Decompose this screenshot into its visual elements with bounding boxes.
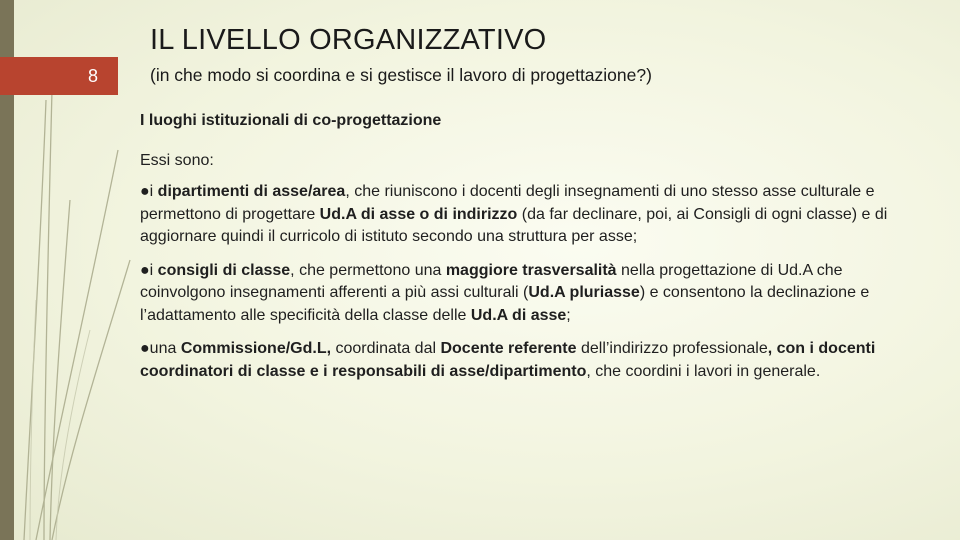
body-text: (da far declinare, poi, ai Consigli di ogni classe) e di aggiornare quindi il curricolo di istituto secondo una struttura per asse;	[140, 205, 888, 245]
body-text: ) e consentono la declinazione e l’adattamento alle specificità della classe delle	[140, 284, 870, 324]
body-text: , che permettono una	[290, 261, 446, 279]
bold-text: consigli di classe	[157, 261, 291, 279]
bullet-item-commissione	[140, 338, 920, 383]
bullet-marker: ●una	[140, 340, 181, 357]
slide-number: 8	[87, 66, 98, 86]
bullet-marker: ●i	[140, 261, 158, 279]
body-text: ;	[566, 306, 571, 324]
bullet-marker: ●i	[140, 183, 158, 200]
body-text: , che riuniscono i docenti degli insegnamenti di uno stesso asse culturale e permettono di progettare	[140, 183, 875, 223]
bold-text: maggiore trasversalità	[445, 261, 617, 279]
bold-text: Ud.A di asse o di indirizzo	[319, 205, 518, 223]
bold-text: , con i docenti coordinatori di classe e i responsabili di asse/dipartimento	[140, 340, 876, 380]
bullet-item-dipartimenti	[140, 181, 920, 249]
section-heading: I luoghi istituzionali di co-progettazione	[140, 112, 442, 129]
bold-text: Ud.A pluriasse	[528, 284, 640, 301]
bold-text: Commissione/Gd.L,	[180, 340, 332, 357]
body-text: dell’indirizzo professionale	[576, 340, 768, 357]
body-text: , che coordini i lavori in generale.	[586, 362, 821, 380]
bold-text: Ud.A di asse	[470, 306, 567, 324]
bullet-item-consigli	[140, 260, 920, 328]
bold-text: dipartimenti di asse/area	[157, 183, 346, 200]
bold-text: Docente referente	[440, 340, 577, 357]
body-text: nella progettazione di Ud.A che coinvolgono insegnamenti afferenti a più assi culturali (	[140, 261, 843, 301]
intro-text: Essi sono:	[140, 151, 214, 169]
slide-title: IL LIVELLO ORGANIZZATIVO	[150, 24, 547, 56]
slide-subtitle: (in che modo si coordina e si gestisce il lavoro di progettazione?)	[150, 65, 652, 85]
slide-body	[140, 110, 920, 394]
body-text: coordinata dal	[331, 340, 441, 357]
